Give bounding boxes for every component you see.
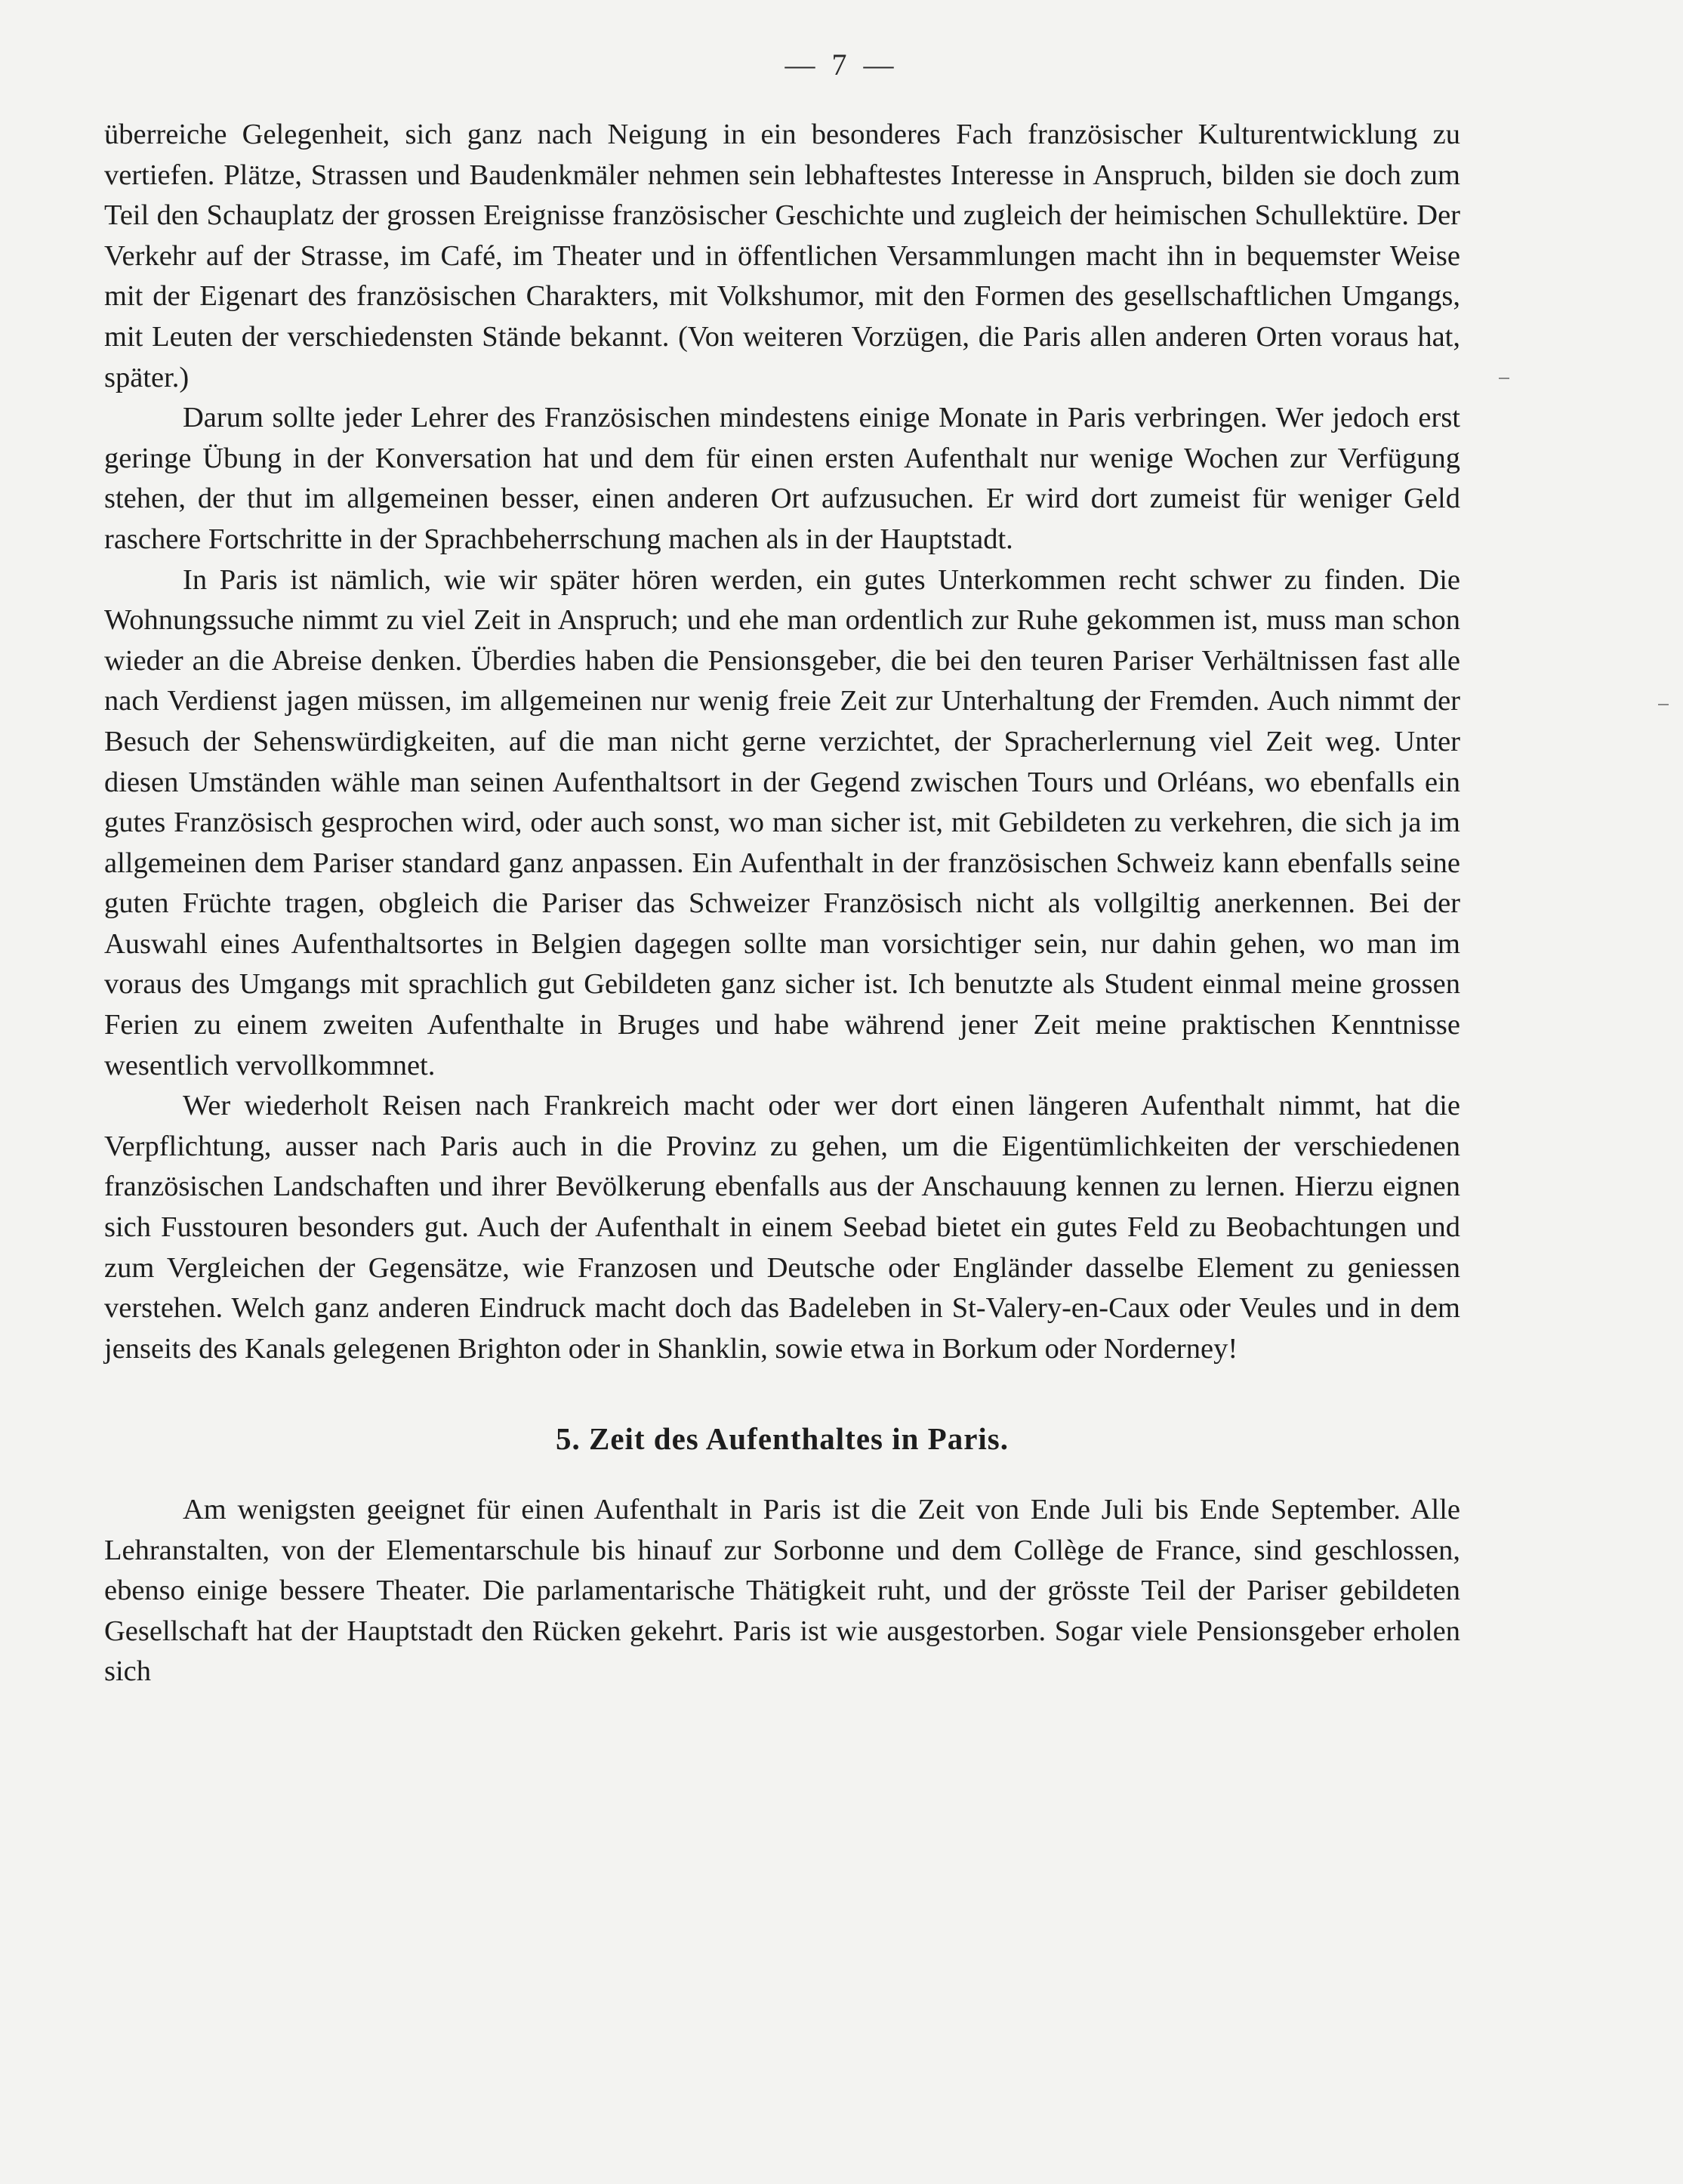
- margin-mark: [1658, 704, 1669, 705]
- page-body: [104, 115, 1460, 1692]
- margin-mark: [1499, 378, 1509, 379]
- paragraph-section-body: Am wenigsten geeignet für einen Aufenthalt in Paris ist die Zeit von Ende Juli bis Ende September. Alle Lehranstalten, von der Elementarschule bis hinauf zur Sorbonne und dem Collège de France, sind geschlossen, ebenso einige bessere Theater. Die parlamentarische Thätigkeit ruht, und der grösste Teil der Pariser gebildeten Gesellschaft hat der Hauptstadt den Rücken gekehrt. Paris ist wie ausgestorben. Sogar viele Pensionsgeber erholen sich: [104, 1494, 1460, 1688]
- paragraph-lodging-advice: In Paris ist nämlich, wie wir später hören werden, ein gutes Unterkommen recht schwer zu finden. Die Wohnungssuche nimmt zu viel Zeit in Anspruch; und ehe man ordentlich zur Ruhe gekommen ist, muss man schon wieder an die Abreise denken. Überdies haben die Pensionsgeber, die bei den teuren Pariser Verhältnissen fast alle nach Verdienst jagen müssen, im allgemeinen nur wenig freie Zeit zur Unterhaltung der Fremden. Auch nimmt der Besuch der Sehenswürdigkeiten, auf die man nicht gerne verzichtet, der Spracherlernung viel Zeit weg. Unter diesen Umständen wähle man seinen Aufenthaltsort in der Gegend zwischen Tours und Orléans, wo ebenfalls ein gutes Französisch gesprochen wird, oder auch sonst, wo man sicher ist, mit Gebildeten zu verkehren, die sich ja im allgemeinen dem Pariser standard ganz anpassen. Ein Aufenthalt in der französischen Schweiz kann ebenfalls seine guten Früchte tragen, obgleich die Pariser das Schweizer Französisch nicht als vollgiltig anerkennen. Bei der Auswahl eines Aufenthaltsortes in Belgien dagegen sollte man vorsichtiger sein, nur dahin gehen, wo man im voraus des Umgangs mit sprachlich gut Gebildeten ganz sicher ist. Ich benutzte als Student einmal meine grossen Ferien zu einem zweiten Aufenthalte in Bruges und habe während jener Zeit meine praktischen Kenntnisse wesentlich vervollkommnet.: [104, 563, 1460, 1081]
- section-heading: 5. Zeit des Aufenthaltes in Paris.: [555, 1421, 1009, 1457]
- paragraph-continuation: überreiche Gelegenheit, sich ganz nach Neigung in ein besonderes Fach französischer Kulturentwicklung zu vertiefen. Plätze, Strassen und Baudenkmäler nehmen sein lebhaftestes Interesse in Anspruch, bilden sie doch zum Teil den Schauplatz der grossen Ereignisse französischer Geschichte und zugleich der heimischen Schullektüre. Der Verkehr auf der Strasse, im Café, im Theater und in öffentlichen Versammlungen macht ihn in bequemster Weise mit der Eigenart des französischen Charakters, mit Volkshumor, mit den Formen des gesellschaftlichen Umgangs, mit Leuten der verschiedensten Stände bekannt. (Von weiteren Vorzügen, die Paris allen anderen Orten voraus hat, später.): [104, 119, 1460, 393]
- page-number: — 7 —: [784, 48, 899, 82]
- paragraph-teacher-recommendation: Darum sollte jeder Lehrer des Französischen mindestens einige Monate in Paris verbringen. Wer jedoch erst geringe Übung in der Konversation hat und dem für einen ersten Aufenthalt nur wenige Wochen zur Verfügung stehen, der thut im allgemeinen besser, einen anderen Ort aufzusuchen. Er wird dort zumeist für weniger Geld raschere Fortschritte in der Sprachbeherrschung machen als in der Hauptstadt.: [104, 402, 1460, 555]
- paragraph-province-travel: Wer wiederholt Reisen nach Frankreich macht oder wer dort einen längeren Aufenthalt nimmt, hat die Verpflichtung, ausser nach Paris auch in die Provinz zu gehen, um die Eigentümlichkeiten der verschiedenen französischen Landschaften und ihrer Bevölkerung ebenfalls aus der Anschauung kennen zu lernen. Hierzu eignen sich Fusstouren besonders gut. Auch der Aufenthalt in einem Seebad bietet ein gutes Feld zu Beobachtungen und zum Vergleichen der Gegensätze, wie Franzosen und Deutsche oder Engländer dasselbe Element zu geniessen verstehen. Welch ganz anderen Eindruck macht doch das Badeleben in St-Valery-en-Caux oder Veules und in dem jenseits des Kanals gelegenen Brighton oder in Shanklin, sowie etwa in Borkum oder Norderney!: [104, 1090, 1460, 1365]
